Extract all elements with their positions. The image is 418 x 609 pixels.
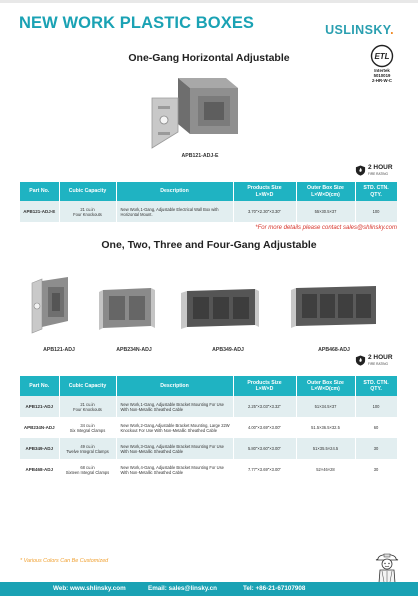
cell-description: New Work,4-Gang, Adjustable Bracket Mounting For Use With Non-Metallic Sheathed Cable	[116, 459, 233, 480]
col-header-description: Description	[116, 182, 233, 201]
cell-capacity: 21 cu.in Four Knockouts	[59, 201, 116, 222]
footer-phone: Tel: +86-21-67107908	[243, 585, 306, 592]
fire-shield-icon	[355, 355, 366, 366]
table-row	[20, 201, 397, 222]
page-title: NEW WORK PLASTIC BOXES	[19, 14, 255, 32]
cell-capacity: 34 cu.in Six Integral Clamps	[59, 417, 116, 438]
col-header-qty: STD. CTN. QTY.	[355, 182, 397, 201]
footer-website[interactable]: Web: www.shlinsky.com	[53, 585, 126, 592]
product-caption: APB349-ADJ	[212, 347, 244, 353]
electrical-box-photo	[179, 285, 261, 331]
col-header-description: Description	[116, 376, 233, 396]
col-header-capacity: Cubic Capacity	[59, 376, 116, 396]
cell-description: New Work,1-Gang, Adjustable Bracket Mounting For Use With Non-Metallic Sheathed Cable	[116, 396, 233, 417]
fire-rating-hours: 2 HOUR	[368, 164, 393, 172]
col-header-product-size: Products Size L×W×D	[233, 376, 296, 396]
cell-qty: 60	[355, 417, 397, 438]
fire-rating-badge	[355, 355, 393, 366]
product-image-apb121-adj-e	[148, 68, 252, 152]
fire-shield-icon	[355, 165, 366, 176]
cell-description: New Work,3-Gang, Adjustable Bracket Mounting For Use With Non-Metallic Sheathed Cable	[116, 438, 233, 459]
cell-outer-size: 51×35.5×24.5	[296, 438, 355, 459]
product-caption: APB121-ADJ-E	[181, 153, 219, 159]
product-caption: APB234N-ADJ	[116, 347, 152, 353]
electrical-box-photo	[28, 273, 72, 335]
cell-part: APB234N-ADJ	[20, 417, 59, 438]
cell-outer-size: 51.5×36.5×32.5	[296, 417, 355, 438]
product-image-apb234n-adj	[97, 282, 157, 334]
col-header-capacity: Cubic Capacity	[59, 182, 116, 201]
electrical-box-photo	[290, 280, 380, 332]
cell-product-size: 3.70"×2.30"×3.30"	[233, 201, 296, 222]
cell-outer-size: 52×46×28	[296, 459, 355, 480]
cell-capacity: 68 cu.in Sixteen Integral Clamps	[59, 459, 116, 480]
contact-footer	[0, 582, 418, 596]
spec-table-section2	[20, 376, 398, 480]
fire-rating-badge	[355, 165, 393, 176]
fire-rating-label: FIRE RATING	[368, 361, 388, 366]
col-header-qty: STD. CTN. QTY.	[355, 376, 397, 396]
brand-dot: .	[390, 23, 394, 37]
cell-product-size: 4.00"×3.69"×3.00"	[233, 417, 296, 438]
cert-line-1: Intertek	[374, 68, 390, 73]
cert-line-2: 5010019	[373, 73, 391, 78]
fire-rating-hours: 2 HOUR	[368, 354, 393, 362]
cell-part: APB468-ADJ	[20, 459, 59, 480]
electrical-box-photo	[148, 68, 252, 152]
product-image-apb121-adj	[28, 273, 72, 335]
cell-qty: 30	[355, 438, 397, 459]
footer-email[interactable]: Email: sales@linsky.cn	[148, 585, 218, 592]
table-header-row	[20, 376, 397, 396]
cell-part: APB121-ADJ-E	[20, 201, 59, 222]
spec-table-section1	[20, 182, 398, 222]
cell-product-size: 5.80"×3.60"×3.00"	[233, 438, 296, 459]
table-row	[20, 459, 397, 480]
cell-product-size: 2.25"×3.03"×3.32"	[233, 396, 296, 417]
product-image-apb468-adj	[290, 280, 380, 332]
section2-title: One, Two, Three and Four-Gang Adjustable	[101, 239, 317, 251]
brand-name: USLINSKY	[325, 23, 391, 37]
cell-product-size: 7.77"×3.69"×3.00"	[233, 459, 296, 480]
cell-part: APB349-ADJ	[20, 438, 59, 459]
brand-logo	[325, 23, 394, 37]
cell-description: New Work,1-Gang, Adjustable Electrical Wall Box with Horizontal Mount.	[116, 201, 233, 222]
cell-qty: 100	[355, 396, 397, 417]
electrical-box-photo	[97, 282, 157, 334]
cell-qty: 100	[355, 201, 397, 222]
certification-mark	[363, 44, 401, 83]
cell-part: APB121-ADJ	[20, 396, 59, 417]
table-header-row	[20, 182, 397, 201]
custom-colors-note: * Various Colors Can Be Customized	[20, 558, 109, 564]
col-header-part: Part No.	[20, 182, 59, 201]
contact-note: *For more details please contact sales@shlinsky.com	[255, 225, 397, 231]
cell-outer-size: 55×30.5×37	[296, 201, 355, 222]
table-row	[20, 396, 397, 417]
section1-title: One-Gang Horizontal Adjustable	[128, 52, 290, 64]
product-caption: APB468-ADJ	[318, 347, 350, 353]
cell-capacity: 49 cu.in Twelve Integral Clamps	[59, 438, 116, 459]
cell-description: New Work,2-Gang,Adjustable Bracket Mounting, Large 22W Knockout For Use With Non-Metallic Sheathed Cable	[116, 417, 233, 438]
cert-line-3: 2-HR-W-C	[372, 78, 392, 83]
col-header-product-size: Products Size L×W×D	[233, 182, 296, 201]
fire-rating-label: FIRE RATING	[368, 171, 388, 176]
etl-logo-icon	[370, 44, 394, 68]
table-row	[20, 438, 397, 459]
product-image-apb349-adj	[179, 285, 261, 331]
top-divider	[0, 0, 418, 3]
col-header-outer-size: Outer Box Size L×W×D(cm)	[296, 376, 355, 396]
cell-capacity: 21 cu.in Four Knockouts	[59, 396, 116, 417]
col-header-part: Part No.	[20, 376, 59, 396]
cell-outer-size: 51×34.5×37	[296, 396, 355, 417]
cell-qty: 30	[355, 459, 397, 480]
product-caption: APB121-ADJ	[43, 347, 75, 353]
table-row	[20, 417, 397, 438]
etl-mark-text: ETL	[374, 52, 390, 61]
col-header-outer-size: Outer Box Size L×W×D(cm)	[296, 182, 355, 201]
